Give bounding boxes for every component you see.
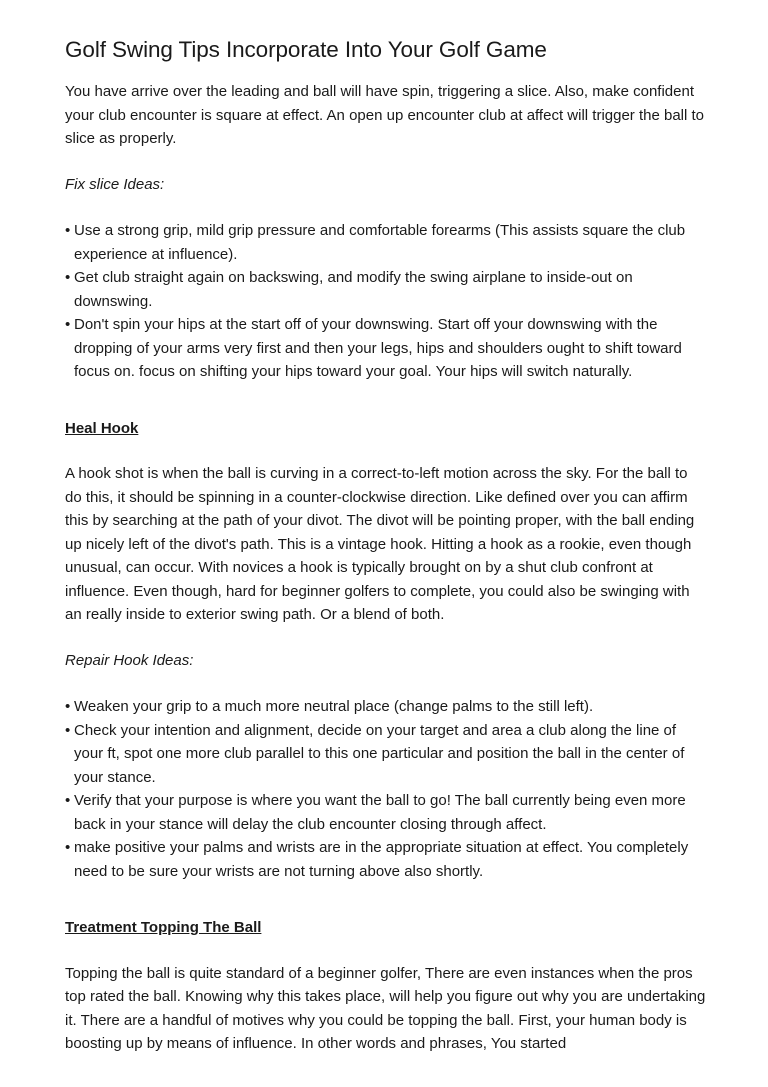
list-item: • Use a strong grip, mild grip pressure and comfortable forearms (This assists square the club experience at influence). <box>65 219 708 266</box>
bullet-icon: • <box>65 222 71 239</box>
list-item: • Check your intention and alignment, decide on your target and area a club along the line of your ft, spot one more club parallel to this one particular and position the ball in the center of your stance. <box>65 719 708 790</box>
fix-slice-heading: Fix slice Ideas: <box>65 175 165 193</box>
repair-hook-heading: Repair Hook Ideas: <box>65 651 194 669</box>
page-title: Golf Swing Tips Incorporate Into Your Golf Game <box>65 37 547 62</box>
repair-hook-list <box>65 695 708 883</box>
spacer <box>65 883 708 916</box>
bullet-icon: • <box>65 721 71 739</box>
topping-heading: Treatment Topping The Ball <box>65 919 262 936</box>
intro-paragraph: You have arrive over the leading and ball will have spin, triggering a slice. Also, make confident your club encounter is square at effect. An open up encounter club at affect will trigger the ball to slice as properly. <box>65 83 705 147</box>
list-item: • Don't spin your hips at the start off of your downswing. Start off your downswing with the dropping of your arms very first and then your legs, hips and shoulders ought to shift toward focus on. focus on shifting your hips toward your goal. Your hips will switch naturally. <box>65 313 708 384</box>
heal-hook-paragraph: A hook shot is when the ball is curving in a correct-to-left motion across the sky. For the ball to do this, it should be spinning in a counter-clockwise direction. Like defined over you can affirm this by searching at the path of your divot. The divot will be pointing proper, with the ball ending up nicely left of the divot's path. This is a vintage hook. Hitting a hook as a rookie, even though unusual, can occur. With novices a hook is typically brought on by a shut club confront at influence. Even though, hard for beginner golfers to complete, you could also be swinging with an really inside to exterior swing path. Or a blend of both. <box>65 465 695 623</box>
spacer <box>65 384 708 417</box>
list-item: • Verify that your purpose is where you want the ball to go! The ball currently being even more back in your stance will delay the club encounter closing through affect. <box>65 789 708 836</box>
bullet-icon: • <box>65 269 71 286</box>
bullet-icon: • <box>65 792 71 809</box>
bullet-icon: • <box>65 839 71 856</box>
list-item: • Get club straight again on backswing, and modify the swing airplane to inside-out on downswing. <box>65 266 708 313</box>
heal-hook-heading: Heal Hook <box>65 419 139 437</box>
topping-paragraph: Topping the ball is quite standard of a beginner golfer, There are even instances when the pros top rated the ball. Knowing why this takes place, will help you figure out why you are undertaking it. There are a handful of motives why you could be topping the ball. First, your human body is boosting up by means of influence. In other words and phrases, You started <box>65 964 706 1052</box>
bullet-icon: • <box>65 698 71 715</box>
list-item: • make positive your palms and wrists are in the appropriate situation at effect. You completely need to be sure your wrists are not turning above also shortly. <box>65 836 708 883</box>
fix-slice-list <box>65 219 708 384</box>
bullet-icon: • <box>65 316 71 333</box>
list-item: • Weaken your grip to a much more neutral place (change palms to the still left). <box>65 695 708 719</box>
